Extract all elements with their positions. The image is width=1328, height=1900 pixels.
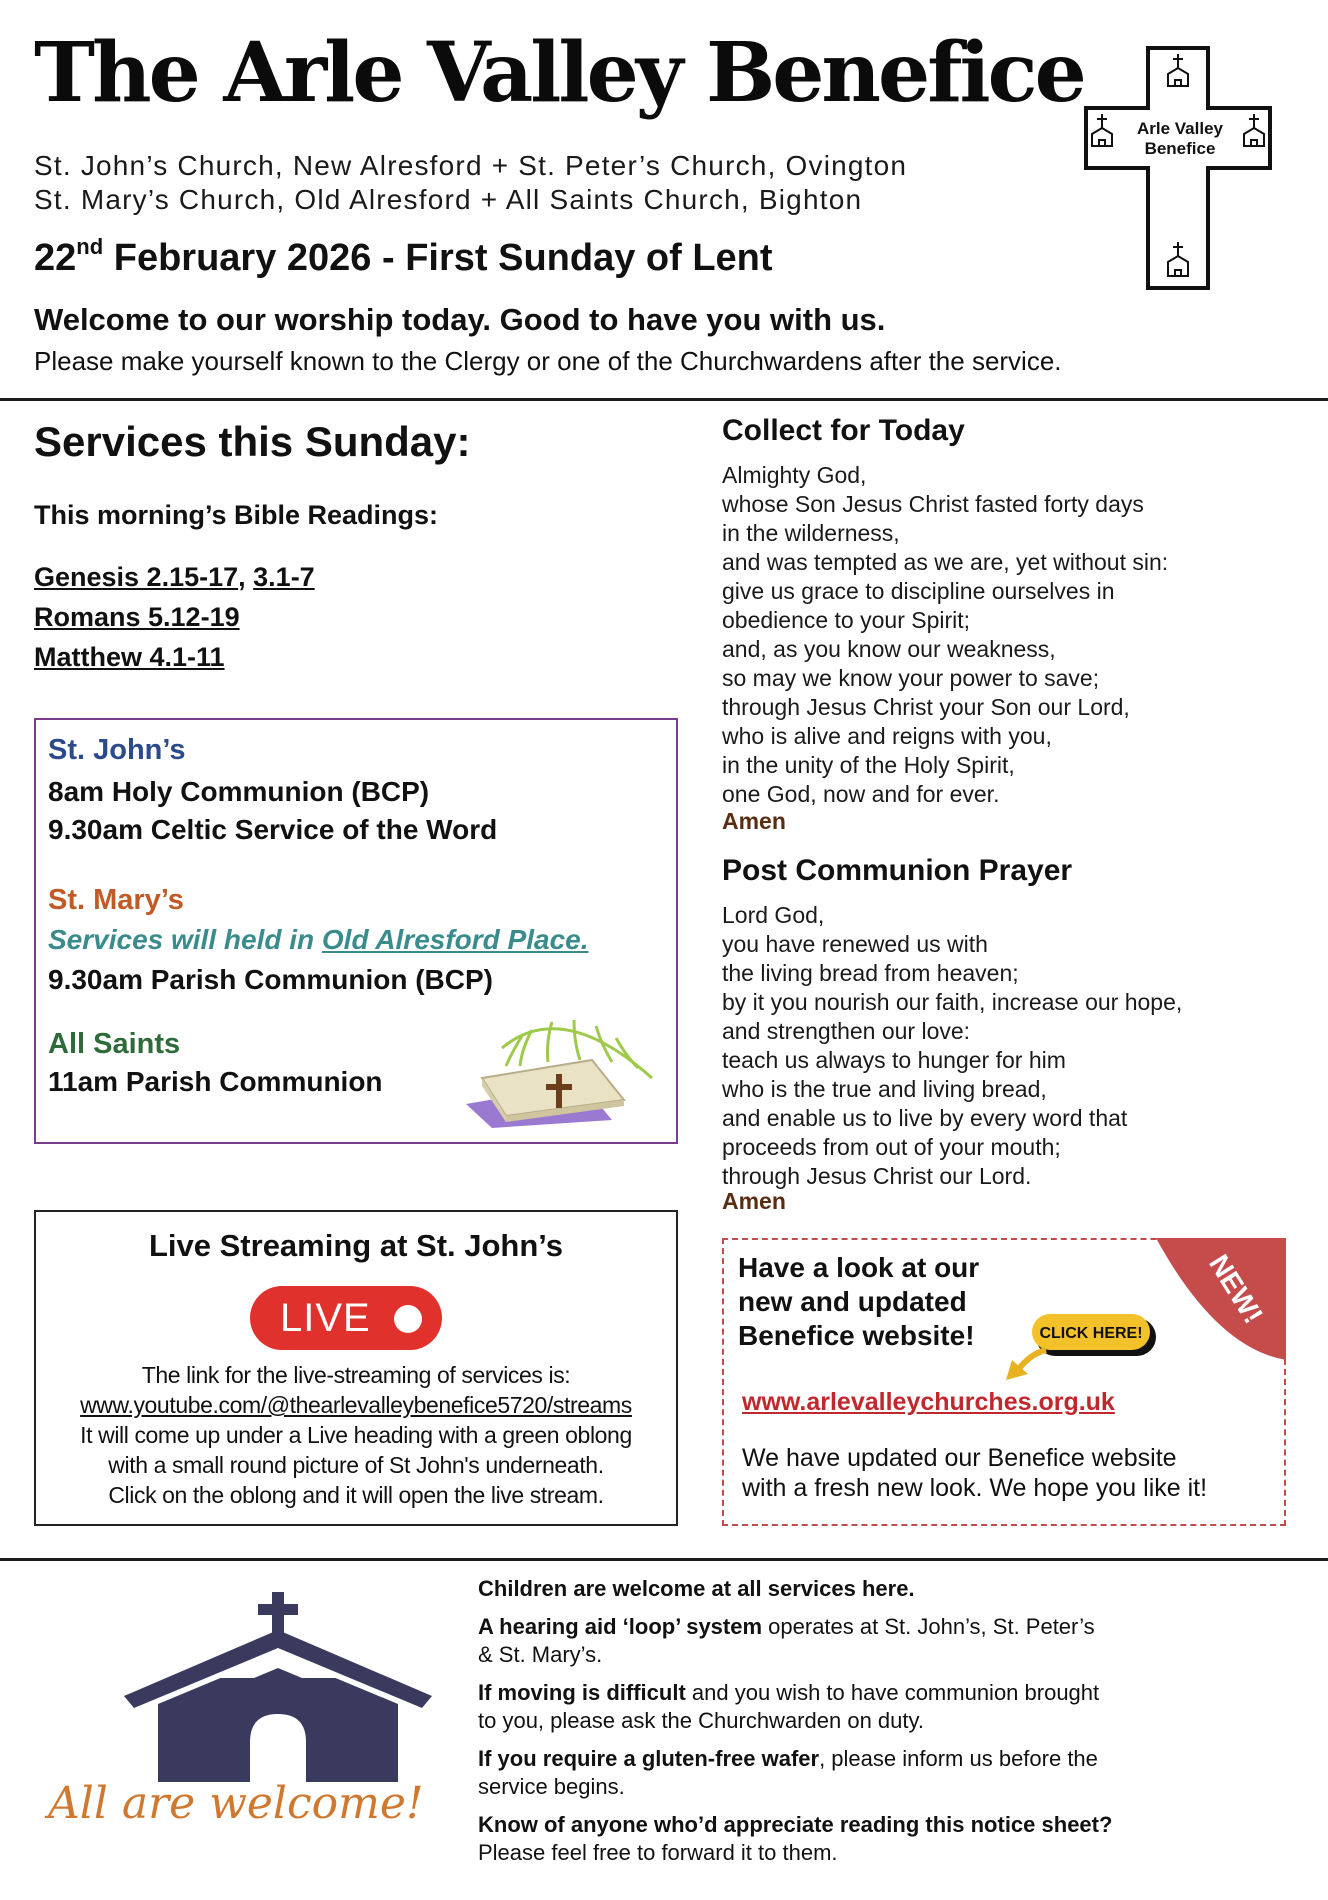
new-corner-banner — [1156, 1238, 1286, 1360]
post-communion-line: by it you nourish our faith, increase our hope, — [722, 989, 1183, 1015]
collect-line: obedience to your Spirit; — [722, 607, 971, 633]
church-building-icon — [118, 1592, 448, 1782]
website-promo-line-3: Benefice website! — [738, 1320, 975, 1351]
logo-text-line1: Arle Valley — [1136, 119, 1224, 138]
st-marys-service-1: 9.30am Parish Communion (BCP) — [48, 964, 493, 995]
new-label: NEW! — [1203, 1249, 1269, 1329]
divider-top — [0, 398, 1328, 401]
live-streaming-box — [34, 1210, 678, 1526]
readings-heading: This morning’s Bible Readings: — [34, 500, 439, 530]
collect-line: and was tempted as we are, yet without sin: — [722, 549, 1169, 575]
stream-intro: The link for the live-streaming of services is: — [141, 1362, 571, 1388]
welcome-heading: Welcome to our worship today. Good to have you with us. — [34, 302, 886, 337]
page-title: The Arle Valley Benefice — [34, 25, 1084, 121]
st-johns-heading: St. John’s — [48, 734, 186, 766]
services-box — [34, 718, 678, 1144]
st-johns-service-1: 8am Holy Communion (BCP) — [48, 776, 430, 807]
collect-line: and, as you know our weakness, — [722, 636, 1056, 662]
reading-matthew — [34, 642, 225, 673]
stream-instruction-3: Click on the oblong and it will open the live stream. — [108, 1482, 604, 1508]
moving-line-2: to you, please ask the Churchwarden on duty. — [478, 1708, 924, 1733]
reading-link-genesis-1[interactable]: Genesis 2.15-17 — [34, 562, 239, 592]
post-communion-line: and strengthen our love: — [722, 1018, 971, 1044]
post-communion-line: and enable us to live by every word that — [722, 1105, 1128, 1131]
all-saints-service-1: 11am Parish Communion — [48, 1066, 383, 1097]
old-alresford-place-link[interactable]: Old Alresford Place. — [321, 924, 589, 955]
gluten-line-2: service begins. — [478, 1774, 625, 1799]
website-desc-1: We have updated our Benefice website — [742, 1444, 1177, 1472]
welcome-subtext: Please make yourself known to the Clergy or one of the Churchwardens after the service. — [34, 346, 1062, 376]
stream-url-line — [36, 1392, 676, 1419]
website-link[interactable]: www.arlevalleychurches.org.uk — [742, 1388, 1115, 1416]
website-promo-line-1: Have a look at our — [738, 1252, 980, 1283]
collect-amen: Amen — [722, 808, 786, 834]
click-here-label: CLICK HERE! — [1039, 1325, 1143, 1342]
live-streaming-heading: Live Streaming at St. John’s — [148, 1228, 563, 1263]
collect-heading: Collect for Today — [722, 414, 965, 447]
post-communion-line: through Jesus Christ our Lord. — [722, 1163, 1032, 1189]
reading-link-matthew[interactable]: Matthew 4.1-11 — [34, 642, 225, 672]
collect-line: one God, now and for ever. — [722, 781, 1000, 807]
website-promo-line-2: new and updated — [738, 1286, 967, 1317]
hearing-loop-line-1: A hearing aid ‘loop’ system operates at St. John’s, St. Peter’s — [478, 1614, 1095, 1639]
arrow-icon — [1002, 1346, 1052, 1386]
collect-line: who is alive and reigns with you, — [722, 723, 1052, 749]
reading-romans — [34, 602, 240, 633]
hearing-loop-line-2: & St. Mary’s. — [478, 1642, 603, 1667]
st-marys-venue-note: Services will held in Old Alresford Place. — [48, 924, 589, 955]
post-communion-heading: Post Communion Prayer — [722, 854, 1073, 887]
churches-line-1: St. John’s Church, New Alresford + St. Peter’s Church, Ovington — [34, 150, 908, 181]
children-welcome: Children are welcome at all services here. — [478, 1576, 915, 1601]
reading-link-genesis-2[interactable]: 3.1-7 — [253, 562, 315, 592]
collect-line: in the wilderness, — [722, 520, 900, 546]
post-communion-amen: Amen — [722, 1188, 786, 1214]
website-promo-box — [722, 1238, 1286, 1526]
collect-line: in the unity of the Holy Spirit, — [722, 752, 1015, 778]
services-heading: Services this Sunday: — [34, 418, 471, 465]
bible-palm-illustration — [462, 1008, 658, 1130]
st-johns-service-2: 9.30am Celtic Service of the Word — [48, 814, 498, 845]
share-line-1: Know of anyone who’d appreciate reading this notice sheet? — [478, 1812, 1113, 1837]
collect-line: through Jesus Christ your Son our Lord, — [722, 694, 1130, 720]
collect-line: give us grace to discipline ourselves in — [722, 578, 1115, 604]
live-badge — [250, 1286, 442, 1350]
post-communion-line: you have renewed us with — [722, 931, 988, 957]
reading-link-romans[interactable]: Romans 5.12-19 — [34, 602, 240, 632]
post-communion-line: the living bread from heaven; — [722, 960, 1019, 986]
moving-line-1: If moving is difficult and you wish to have communion brought — [478, 1680, 1100, 1705]
logo-text-line2: Benefice — [1144, 139, 1216, 158]
website-desc-2: with a fresh new look. We hope you like it! — [742, 1474, 1208, 1502]
collect-line: whose Son Jesus Christ fasted forty days — [722, 491, 1144, 517]
gluten-line-1: If you require a gluten-free wafer, please inform us before the — [478, 1746, 1098, 1771]
st-marys-heading: St. Mary’s — [48, 884, 184, 916]
all-are-welcome-text: All are welcome! — [48, 1778, 424, 1829]
post-communion-line: Lord God, — [722, 902, 825, 928]
benefice-cross-logo — [1084, 46, 1272, 290]
collect-line: Almighty God, — [722, 462, 867, 488]
post-communion-line: who is the true and living bread, — [722, 1076, 1047, 1102]
churches-line-2: St. Mary’s Church, Old Alresford + All Saints Church, Bighton — [34, 184, 863, 215]
reading-genesis: Genesis 2.15-17, 3.1-7 — [34, 562, 315, 592]
stream-instruction-2: with a small round picture of St John's underneath. — [108, 1452, 604, 1478]
post-communion-line: teach us always to hunger for him — [722, 1047, 1066, 1073]
record-dot-icon — [394, 1305, 422, 1333]
service-date: 22nd February 2026 - First Sunday of Lent — [34, 234, 773, 279]
collect-line: so may we know your power to save; — [722, 665, 1100, 691]
stream-instruction-1: It will come up under a Live heading with a green oblong — [80, 1422, 632, 1448]
live-badge-label: LIVE — [280, 1296, 371, 1340]
divider-bottom — [0, 1558, 1328, 1561]
post-communion-line: proceeds from out of your mouth; — [722, 1134, 1061, 1160]
all-saints-heading: All Saints — [48, 1028, 181, 1060]
youtube-stream-link[interactable]: www.youtube.com/@thearlevalleybenefice5720/streams — [80, 1392, 632, 1418]
share-line-2: Please feel free to forward it to them. — [478, 1840, 838, 1865]
